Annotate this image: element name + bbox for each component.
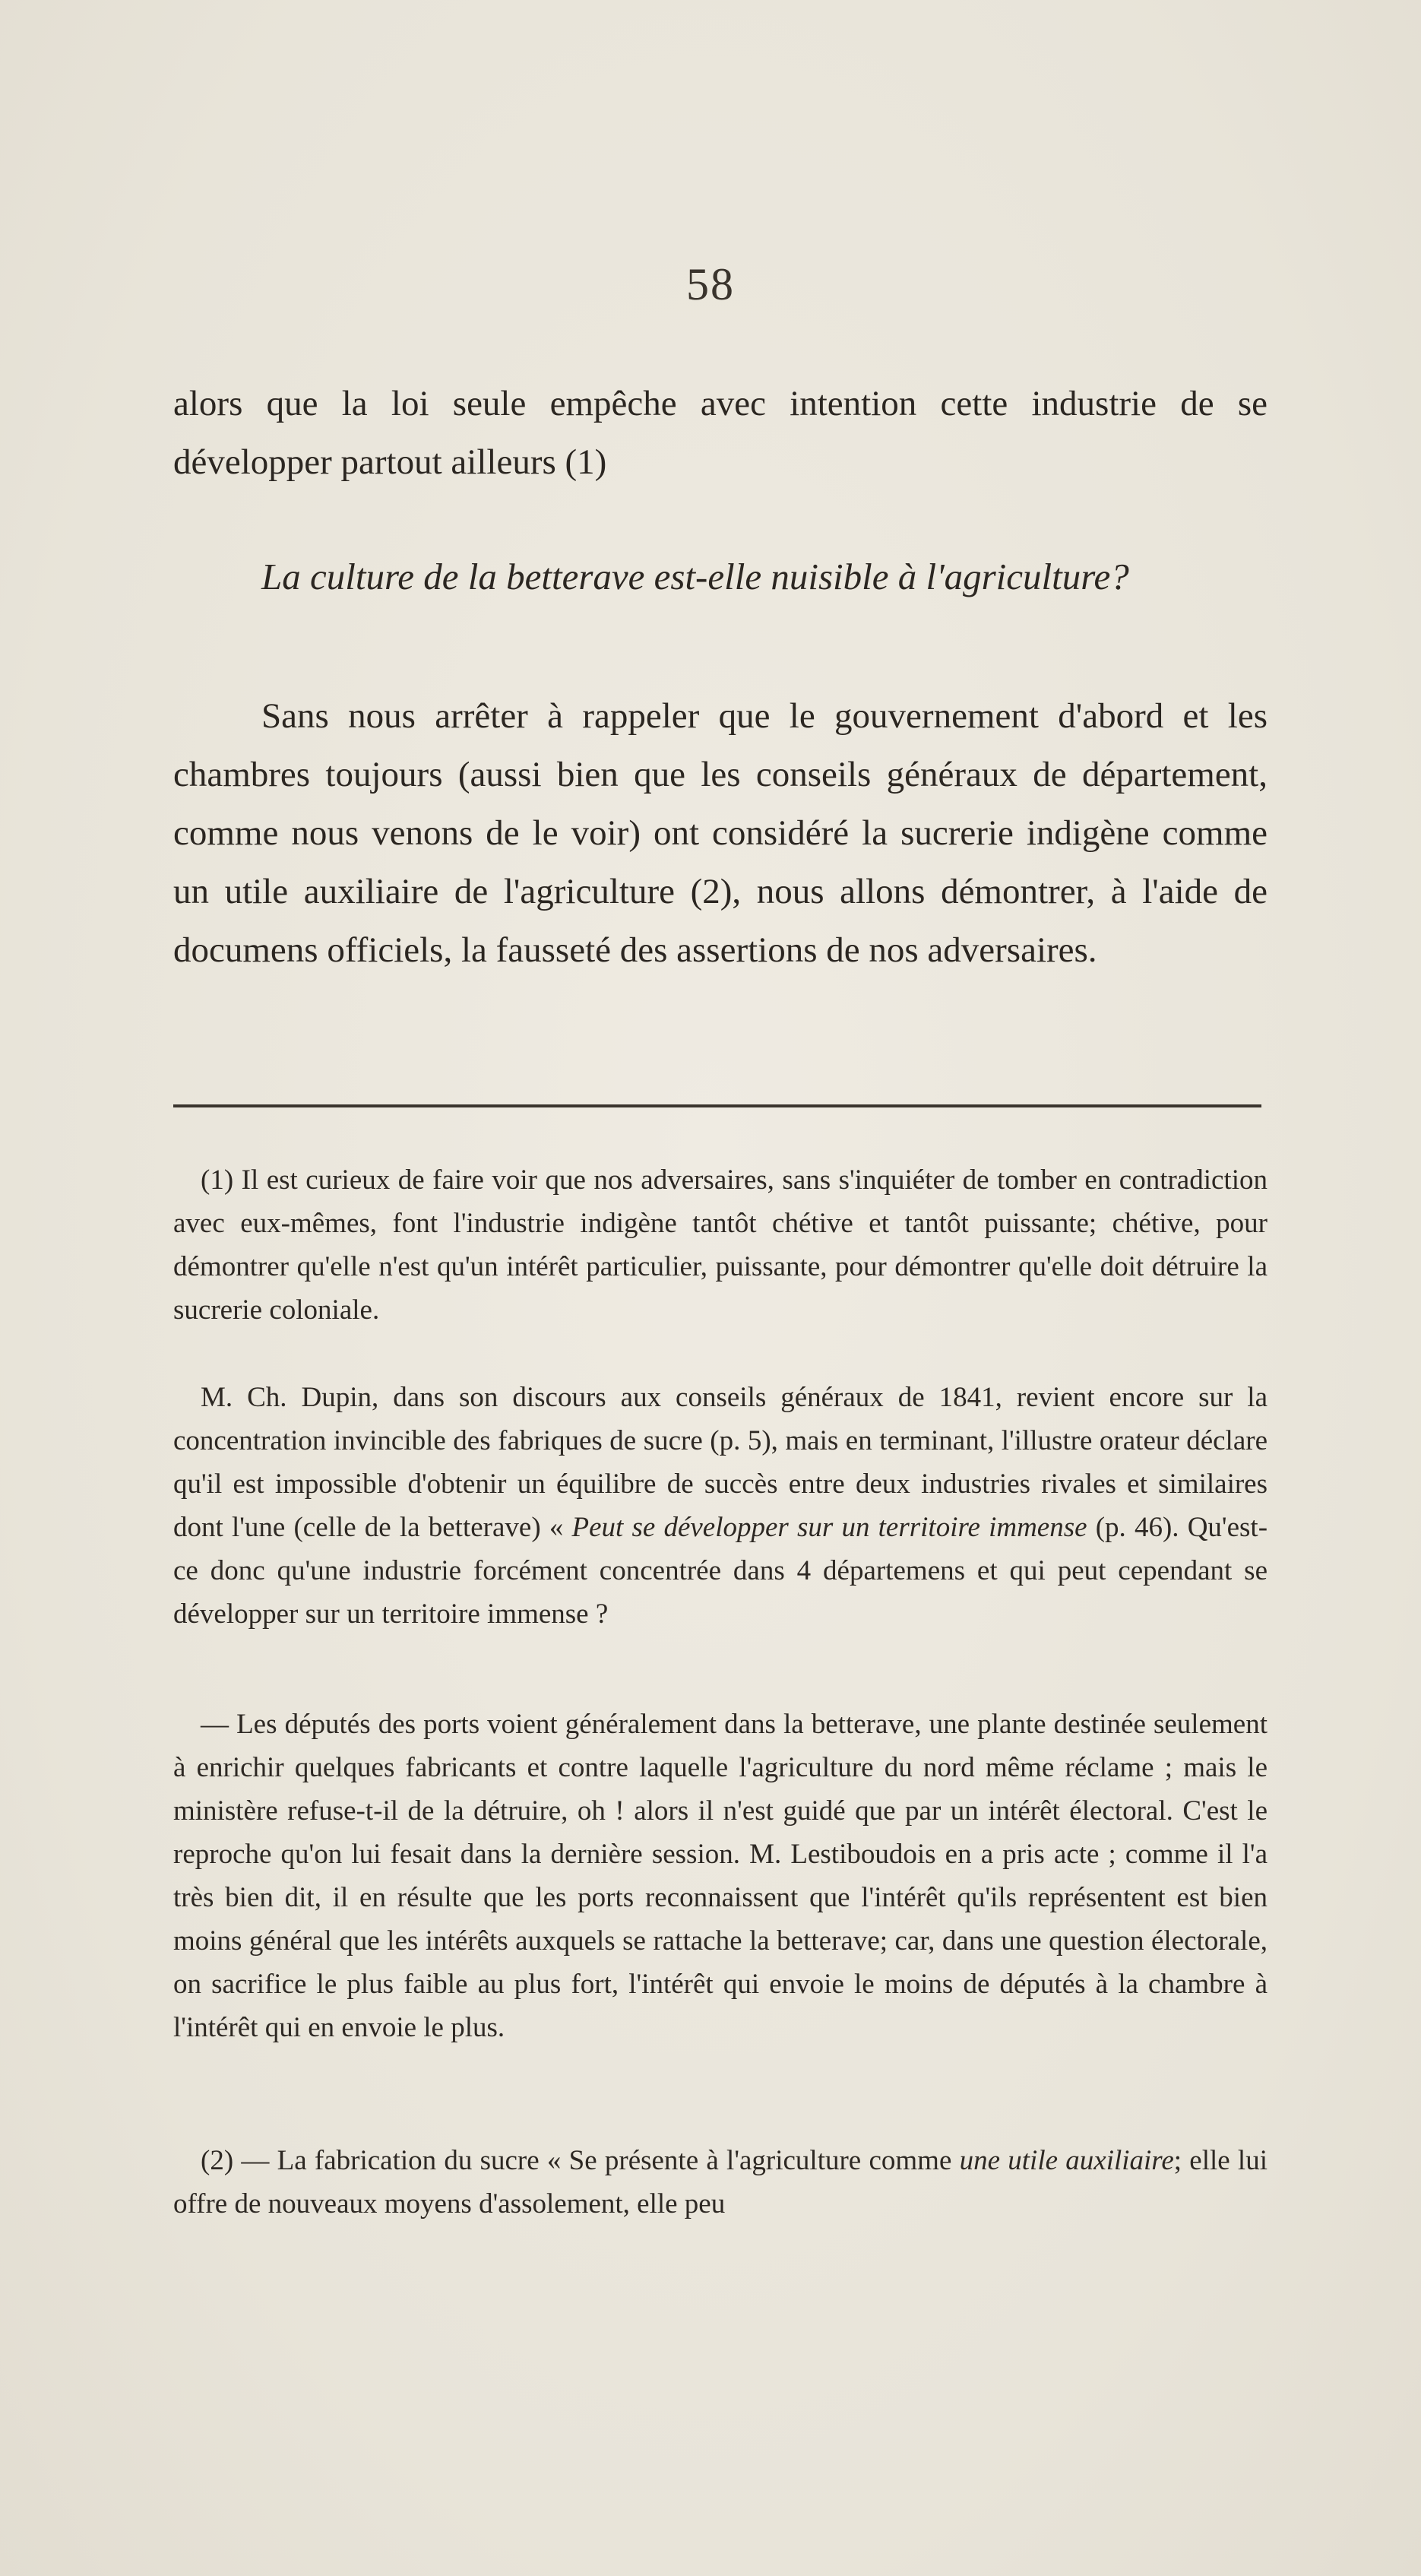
footnote-text	[173, 1376, 1268, 1636]
footnote-text-part: ; elle lui offre de nouveaux moyens d'assolement, elle peu	[173, 2145, 1268, 2220]
footnote-quote-italic: une utile auxiliaire	[959, 2145, 1174, 2176]
footnote-text: — Les députés des ports voient généralement dans la betterave, une plante destinée seulement à enrichir quelques fabricants et contre laquelle l'agriculture du nord même réclame ; mais le ministère refuse-t-il de la détruire, oh ! alors il n'est guidé que par un intérêt électoral. C'est le reproche qu'on lui fesait dans la dernière session. M. Lestiboudois en a pris acte ; comme il l'a très bien dit, il en résulte que les ports reconnaissent que l'intérêt qu'ils représentent est bien moins général que les intérêts auxquels se rattache la betterave; car, dans une question électorale, on sacrifice le plus faible au plus fort, l'intérêt qui envoie le moins de députés à la chambre à l'intérêt qui en envoie le plus.	[173, 1709, 1268, 2043]
footnote-separator-rule	[173, 1104, 1261, 1107]
body-paragraph	[173, 687, 1268, 980]
footnote-1	[173, 1158, 1268, 1332]
footnote-2	[173, 2139, 1268, 2226]
footnote-quote-italic: Peut se développer sur un territoire immense	[571, 1512, 1087, 1543]
paragraph-text: alors que la loi seule empêche avec intention cette industrie de se développer partout ailleurs (1)	[173, 384, 1268, 482]
footnote-1-continuation-dupin	[173, 1376, 1268, 1636]
footnote-1-continuation-deputes	[173, 1703, 1268, 2049]
footnote-text-part: (p. 46). Qu'est-ce donc qu'une industrie forcément concentrée dans 4 départemens et qui peut cependant se développer sur un territoire immense ?	[173, 1512, 1268, 1630]
footnote-text	[173, 2139, 1268, 2226]
paragraph-text: Sans nous arrêter à rappeler que le gouvernement d'abord et les chambres toujours (aussi bien que les conseils généraux de département, comme nous venons de le voir) ont considéré la sucrerie indigène comme un utile auxiliaire de l'agriculture (2), nous allons démontrer, à l'aide de documens officiels, la fausseté des assertions de nos adversaires.	[173, 696, 1268, 970]
footnote-text-part: (2) — La fabrication du sucre « Se présente à l'agriculture comme	[201, 2145, 960, 2176]
footnote-text-part: M. Ch. Dupin, dans son discours aux conseils généraux de 1841, revient encore sur la concentration invincible des fabriques de sucre (p. 5), mais en terminant, l'illustre orateur déclare qu'il est impossible d'obtenir un équilibre de succès entre deux industries rivales et similaires dont l'une (celle de la betterave) «	[173, 1382, 1268, 1543]
section-heading	[173, 547, 1268, 606]
page-number: 58	[686, 259, 735, 309]
footnote-text: (1) Il est curieux de faire voir que nos adversaires, sans s'inquiéter de tomber en contradiction avec eux-mêmes, font l'industrie indigène tantôt chétive et tantôt puissante; chétive, pour démontrer qu'elle n'est qu'un intérêt particulier, puissante, pour démontrer qu'elle doit détruire la sucrerie coloniale.	[173, 1164, 1268, 1326]
heading-text: La culture de la betterave est-elle nuisible à l'agriculture?	[261, 556, 1129, 597]
body-paragraph-continuation	[173, 375, 1268, 492]
